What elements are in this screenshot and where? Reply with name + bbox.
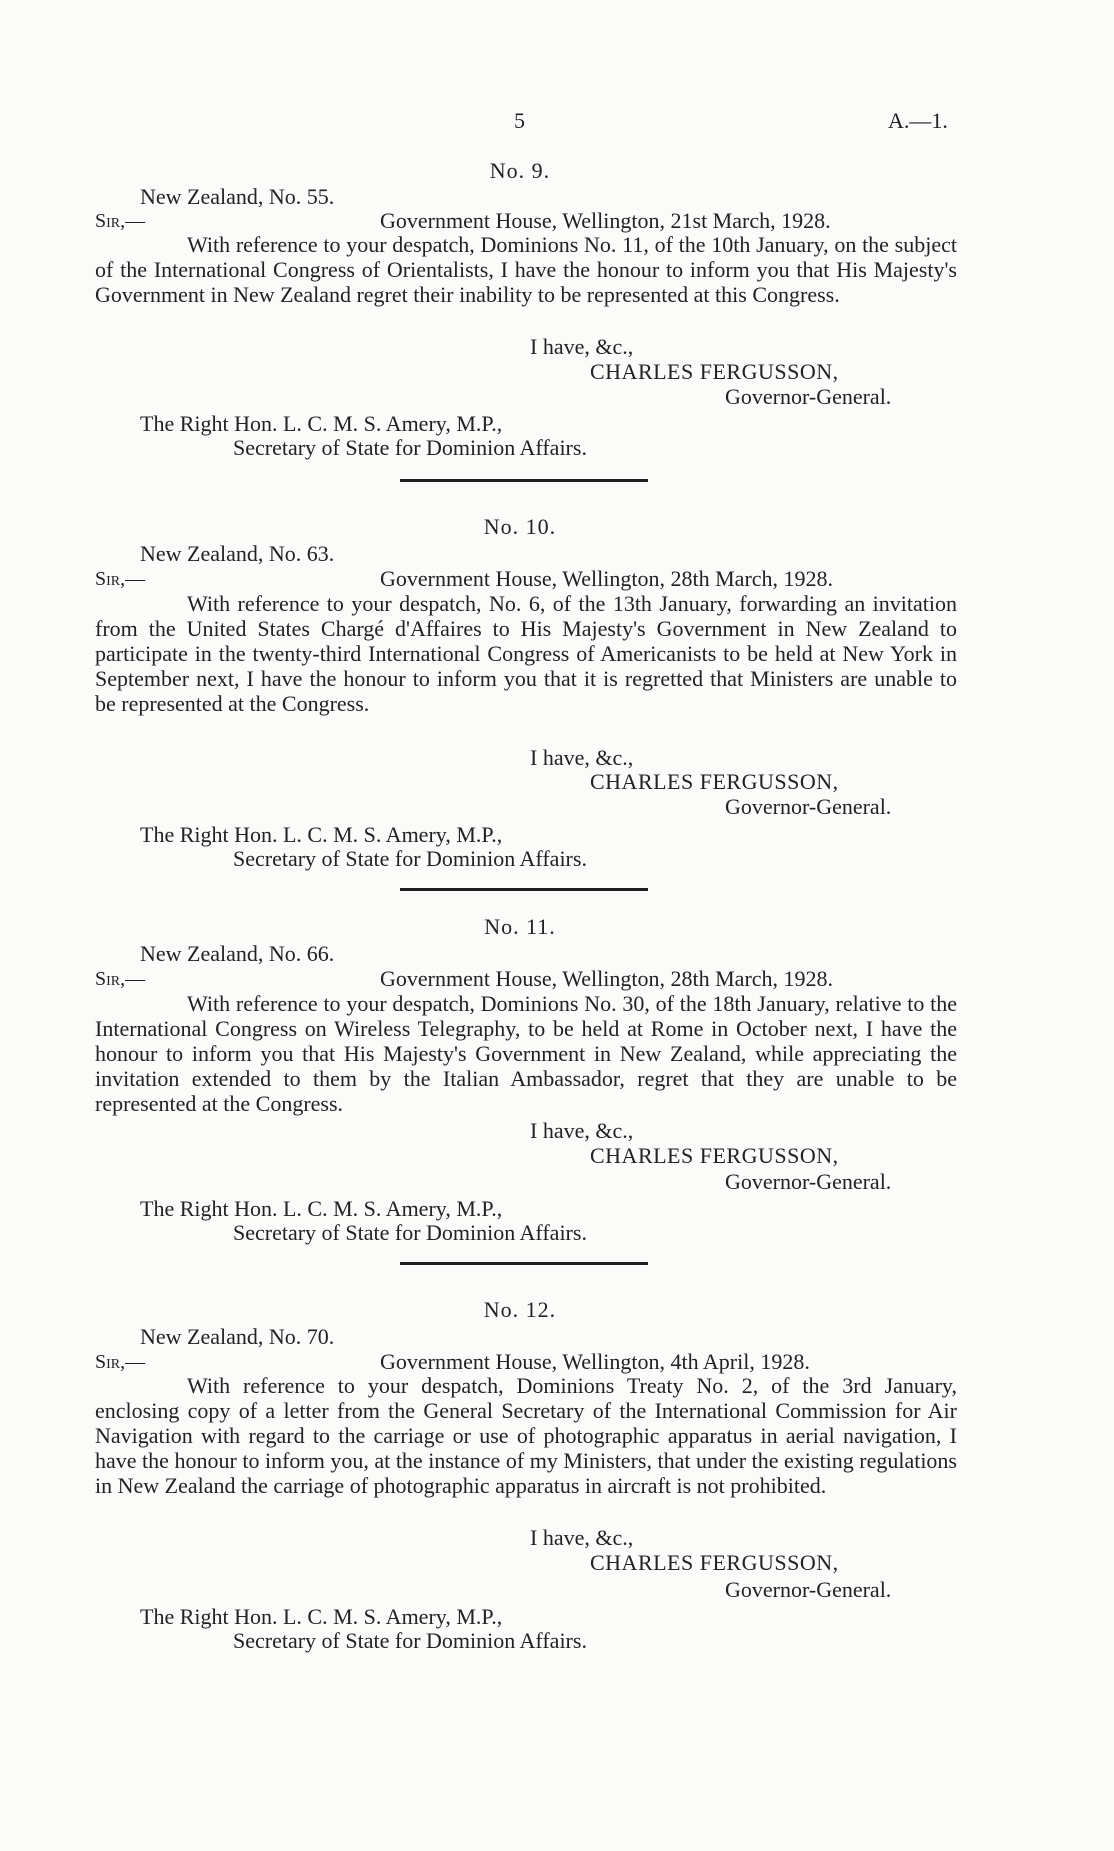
despatch-reference: New Zealand, No. 70. <box>140 1324 335 1349</box>
salutation: Sir,— <box>95 1351 146 1373</box>
addressee-title: Secretary of State for Dominion Affairs. <box>233 1628 587 1653</box>
section-divider <box>400 1262 648 1265</box>
signer-title: Governor-General. <box>725 384 892 409</box>
letter-number: No. 12. <box>483 1297 557 1322</box>
signer-title: Governor-General. <box>725 1169 892 1194</box>
closing: I have, &c., <box>530 1525 634 1550</box>
section-divider <box>400 888 648 891</box>
letter-body: With reference to your despatch, Dominions Treaty No. 2, of the 3rd January, enclosing copy of a letter from the General Secretary of the International Commission for Air Navigation with regard to the carriage or use of photographic apparatus in aerial navigation, I have the honour to inform you, at the instance of my Ministers, that under the existing regulations in New Zealand the carriage of photographic apparatus in aircraft is not prohibited. <box>95 1373 957 1498</box>
page-reference: A.—1. <box>888 108 948 133</box>
place-date: Government House, Wellington, 28th March, 1928. <box>380 966 834 991</box>
place-date: Government House, Wellington, 21st March, 1928. <box>380 208 831 233</box>
letter-body: With reference to your despatch, Dominions No. 30, of the 18th January, relative to the International Congress on Wireless Telegraphy, to be held at Rome in October next, I have the honour to inform you that His Majesty's Government in New Zealand, while appreciating the invitation extended to them by the Italian Ambassador, regret that they are unable to be represented at the Congress. <box>95 991 957 1116</box>
signer-name: CHARLES FERGUSSON, <box>590 1550 839 1575</box>
closing: I have, &c., <box>530 334 634 359</box>
despatch-reference: New Zealand, No. 55. <box>140 184 335 209</box>
closing: I have, &c., <box>530 1118 634 1143</box>
letter-body: With reference to your despatch, No. 6, of the 13th January, forwarding an invitation from the United States Chargé d'Affaires to His Majesty's Government in New Zealand to participate in the twenty-third International Congress of Americanists to be held at New York in September next, I have the honour to inform you that it is regretted that Ministers are unable to be represented at the Congress. <box>95 591 957 716</box>
closing: I have, &c., <box>530 745 634 770</box>
salutation: Sir,— <box>95 968 146 990</box>
letter-number: No. 10. <box>483 514 557 539</box>
salutation: Sir,— <box>95 568 146 590</box>
place-date: Government House, Wellington, 4th April, 1928. <box>380 1349 810 1374</box>
addressee-title: Secretary of State for Dominion Affairs. <box>233 846 587 871</box>
addressee: The Right Hon. L. C. M. S. Amery, M.P., <box>140 411 503 436</box>
addressee: The Right Hon. L. C. M. S. Amery, M.P., <box>140 1604 503 1629</box>
despatch-reference: New Zealand, No. 63. <box>140 541 335 566</box>
page-number: 5 <box>514 108 525 133</box>
signer-title: Governor-General. <box>725 794 892 819</box>
salutation: Sir,— <box>95 210 146 232</box>
letter-body: With reference to your despatch, Dominions No. 11, of the 10th January, on the subject of the International Congress of Orientalists, I have the honour to inform you that His Majesty's Government in New Zealand regret their inability to be represented at this Congress. <box>95 232 957 307</box>
letter-number: No. 9. <box>489 158 551 183</box>
signer-name: CHARLES FERGUSSON, <box>590 769 839 794</box>
signer-name: CHARLES FERGUSSON, <box>590 1143 839 1168</box>
letter-number: No. 11. <box>484 914 556 939</box>
section-divider <box>400 479 648 482</box>
addressee: The Right Hon. L. C. M. S. Amery, M.P., <box>140 1196 503 1221</box>
signer-name: CHARLES FERGUSSON, <box>590 359 839 384</box>
addressee: The Right Hon. L. C. M. S. Amery, M.P., <box>140 822 503 847</box>
place-date: Government House, Wellington, 28th March, 1928. <box>380 566 834 591</box>
signer-title: Governor-General. <box>725 1577 892 1602</box>
despatch-reference: New Zealand, No. 66. <box>140 941 335 966</box>
addressee-title: Secretary of State for Dominion Affairs. <box>233 1220 587 1245</box>
addressee-title: Secretary of State for Dominion Affairs. <box>233 435 587 460</box>
